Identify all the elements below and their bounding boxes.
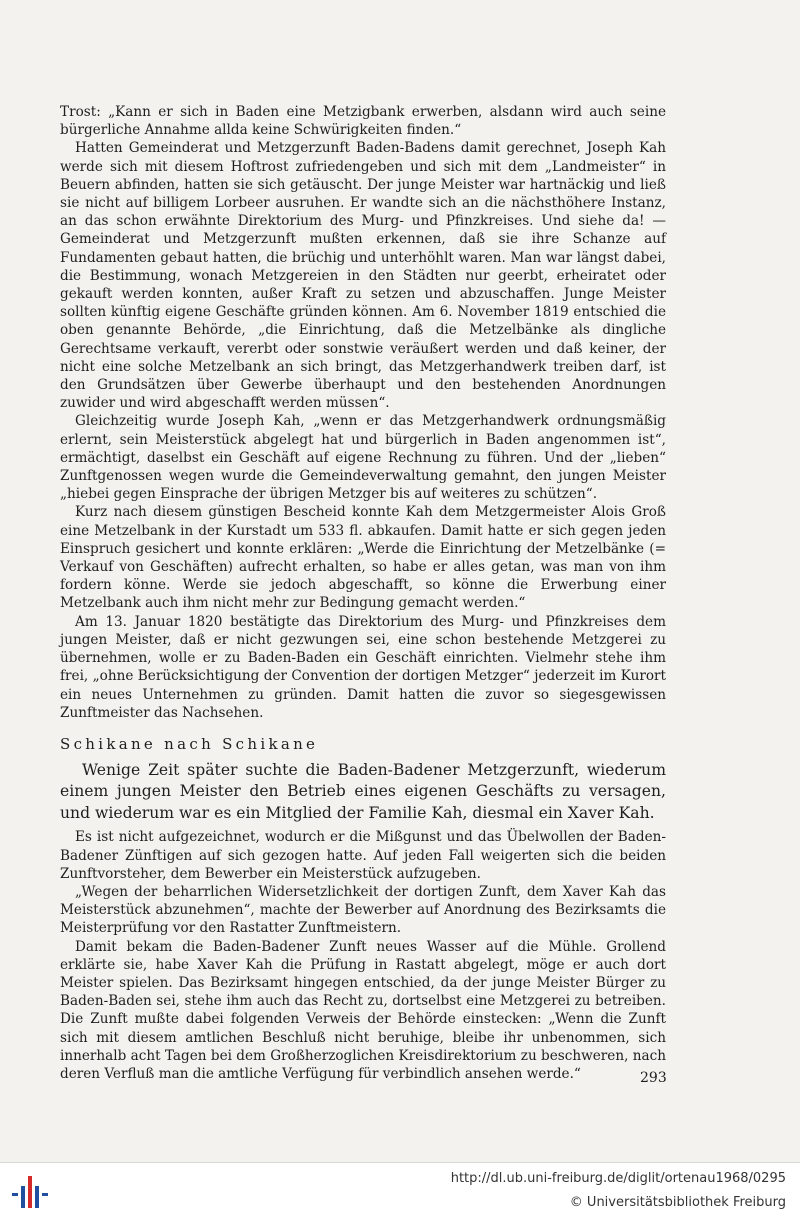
copyright-notice: © Universitätsbibliothek Freiburg xyxy=(569,1195,786,1210)
section-heading: Schikane nach Schikane xyxy=(60,734,319,753)
page-number: 293 xyxy=(640,1070,667,1086)
lead-paragraph: Wenige Zeit später suchte die Baden-Badener Metzgerzunft, wiederum einem jungen Meister den Betrieb eines eigenen Geschäfts zu versagen, und wiederum war es ein Mitglied der Familie Kah, diesmal ein Xaver Kah. xyxy=(60,760,666,822)
paragraph: Am 13. Januar 1820 bestätigte das Direktorium des Murg- und Pfinzkreises dem jungen Meister, daß er nicht gezwungen sei, eine schon bestehende Metzgerei zu übernehmen, wolle er zu Baden-Baden ein Geschäft einrichten. Vielmehr stehe ihm frei, „ohne Berücksichtigung der Convention der dortigen Metzger“ jederzeit im Kurort ein neues Unternehmen zu gründen. Damit hatten die zuvor so siegesgewissen Zunftmeister das Nachsehen. xyxy=(60,613,666,721)
paragraph: Trost: „Kann er sich in Baden eine Metzigbank erwerben, alsdann wird auch seine bürgerliche Annahme allda keine Schwürigkeiten finden.“ xyxy=(60,104,666,139)
paragraph: Damit bekam die Baden-Badener Zunft neues Wasser auf die Mühle. Grollend erklärte sie, habe Xaver Kah die Prüfung in Rastatt abgelegt, möge er auch dort Meister spielen. Das Bezirksamt hingegen entschied, da der junge Meister Bürger zu Baden-Baden sei, stehe ihm auch das Recht zu, dortselbst eine Metzgerei zu betreiben. Die Zunft mußte dabei folgenden Verweis der Behörde einstecken: „Wenn die Zunft sich mit diesem amtlichen Beschluß nicht beruhige, bleibe ihr unbenommen, sich innerhalb acht Tagen bei dem Großherzoglichen Kreisdirektorium zu beschweren, nach deren Verfluß man die amtliche Verfügung für verbindlich ansehen werde.“ xyxy=(60,938,666,1083)
paragraph: Gleichzeitig wurde Joseph Kah, „wenn er das Metzgerhandwerk ordnungsmäßig erlernt, sein Meisterstück abgelegt hat und bürgerlich in Baden angenommen ist“, ermächtigt, daselbst ein Geschäft auf eigene Rechnung zu führen. Und der „lieben“ Zunftgenossen wegen wurde die Gemeindeverwaltung gemahnt, den jungen Meister „hiebei gegen Einsprache der übrigen Metzger bis auf weiteres zu schützen“. xyxy=(60,413,666,503)
paragraph: Kurz nach diesem günstigen Bescheid konnte Kah dem Metzgermeister Alois Groß eine Metzelbank in der Kurstadt um 533 fl. abkaufen. Damit hatte er sich gegen jeden Einspruch gesichert und konnte erklären: „Werde die Einrichtung der Metzelbänke (= Verkauf von Geschäften) aufrecht erhalten, so habe er alles getan, was man von ihm fordern könne. Werde sie jedoch abgeschafft, so könne die Erwerbung einer Metzelbank auch ihm nicht mehr zur Bedingung gemacht werden.“ xyxy=(60,504,666,612)
source-url[interactable]: http://dl.ub.uni-freiburg.de/diglit/ortenau1968/0295 xyxy=(450,1171,786,1186)
paragraph: Es ist nicht aufgezeichnet, wodurch er die Mißgunst und das Übelwollen der Baden-Badener Zünftigen auf sich gezogen hatte. Auf jeden Fall weigerten sich die beiden Zunftvorsteher, dem Bewerber ein Meisterstück aufzugeben. xyxy=(60,829,666,882)
paragraph: „Wegen der beharrlichen Widersetzlichkeit der dortigen Zunft, dem Xaver Kah das Meisterstück abzunehmen“, machte der Bewerber auf Anordnung des Bezirksamts die Meisterprüfung vor den Rastatter Zunftmeistern. xyxy=(60,884,666,937)
footer xyxy=(0,1162,800,1221)
document-body xyxy=(60,103,666,1083)
paragraph: Hatten Gemeinderat und Metzgerzunft Baden-Badens damit gerechnet, Joseph Kah werde sich mit diesem Hoftrost zufriedengeben und sich mit dem „Landmeister“ in Beuern abfinden, hatten sie sich getäuscht. Der junge Meister war hartnäckig und ließ sie nicht auf billigem Lorbeer ausruhen. Er wandte sich an die nächsthöhere Instanz, an das schon erwähnte Direktorium des Murg- und Pfinzkreises. Und siehe da! — Gemeinderat und Metzgerzunft mußten erkennen, daß sie ihre Schanze auf Fundamenten gebaut hatten, die brüchig und unterhöhlt waren. Man war längst dabei, die Bestimmung, wonach Metzgereien in den Städten nur geerbt, erheiratet oder gekauft werden konnten, außer Kraft zu setzen und abzuschaffen. Junge Meister sollten künftig eigene Geschäfte gründen können. Am 6. November 1819 entschied die oben genannte Behörde, „die Einrichtung, daß die Metzelbänke als dingliche Gerechtsame verkauft, vererbt oder sonstwie veräußert werden und daß keiner, der nicht eine solche Metzelbank an sich bringt, das Metzgerhandwerk treiben darf, ist den Grundsätzen über Gewerbe überhaupt und den bestehenden Anordnungen zuwider und wird abgeschafft werden müssen“. xyxy=(60,140,666,412)
ub-freiburg-logo-icon xyxy=(10,1172,50,1212)
